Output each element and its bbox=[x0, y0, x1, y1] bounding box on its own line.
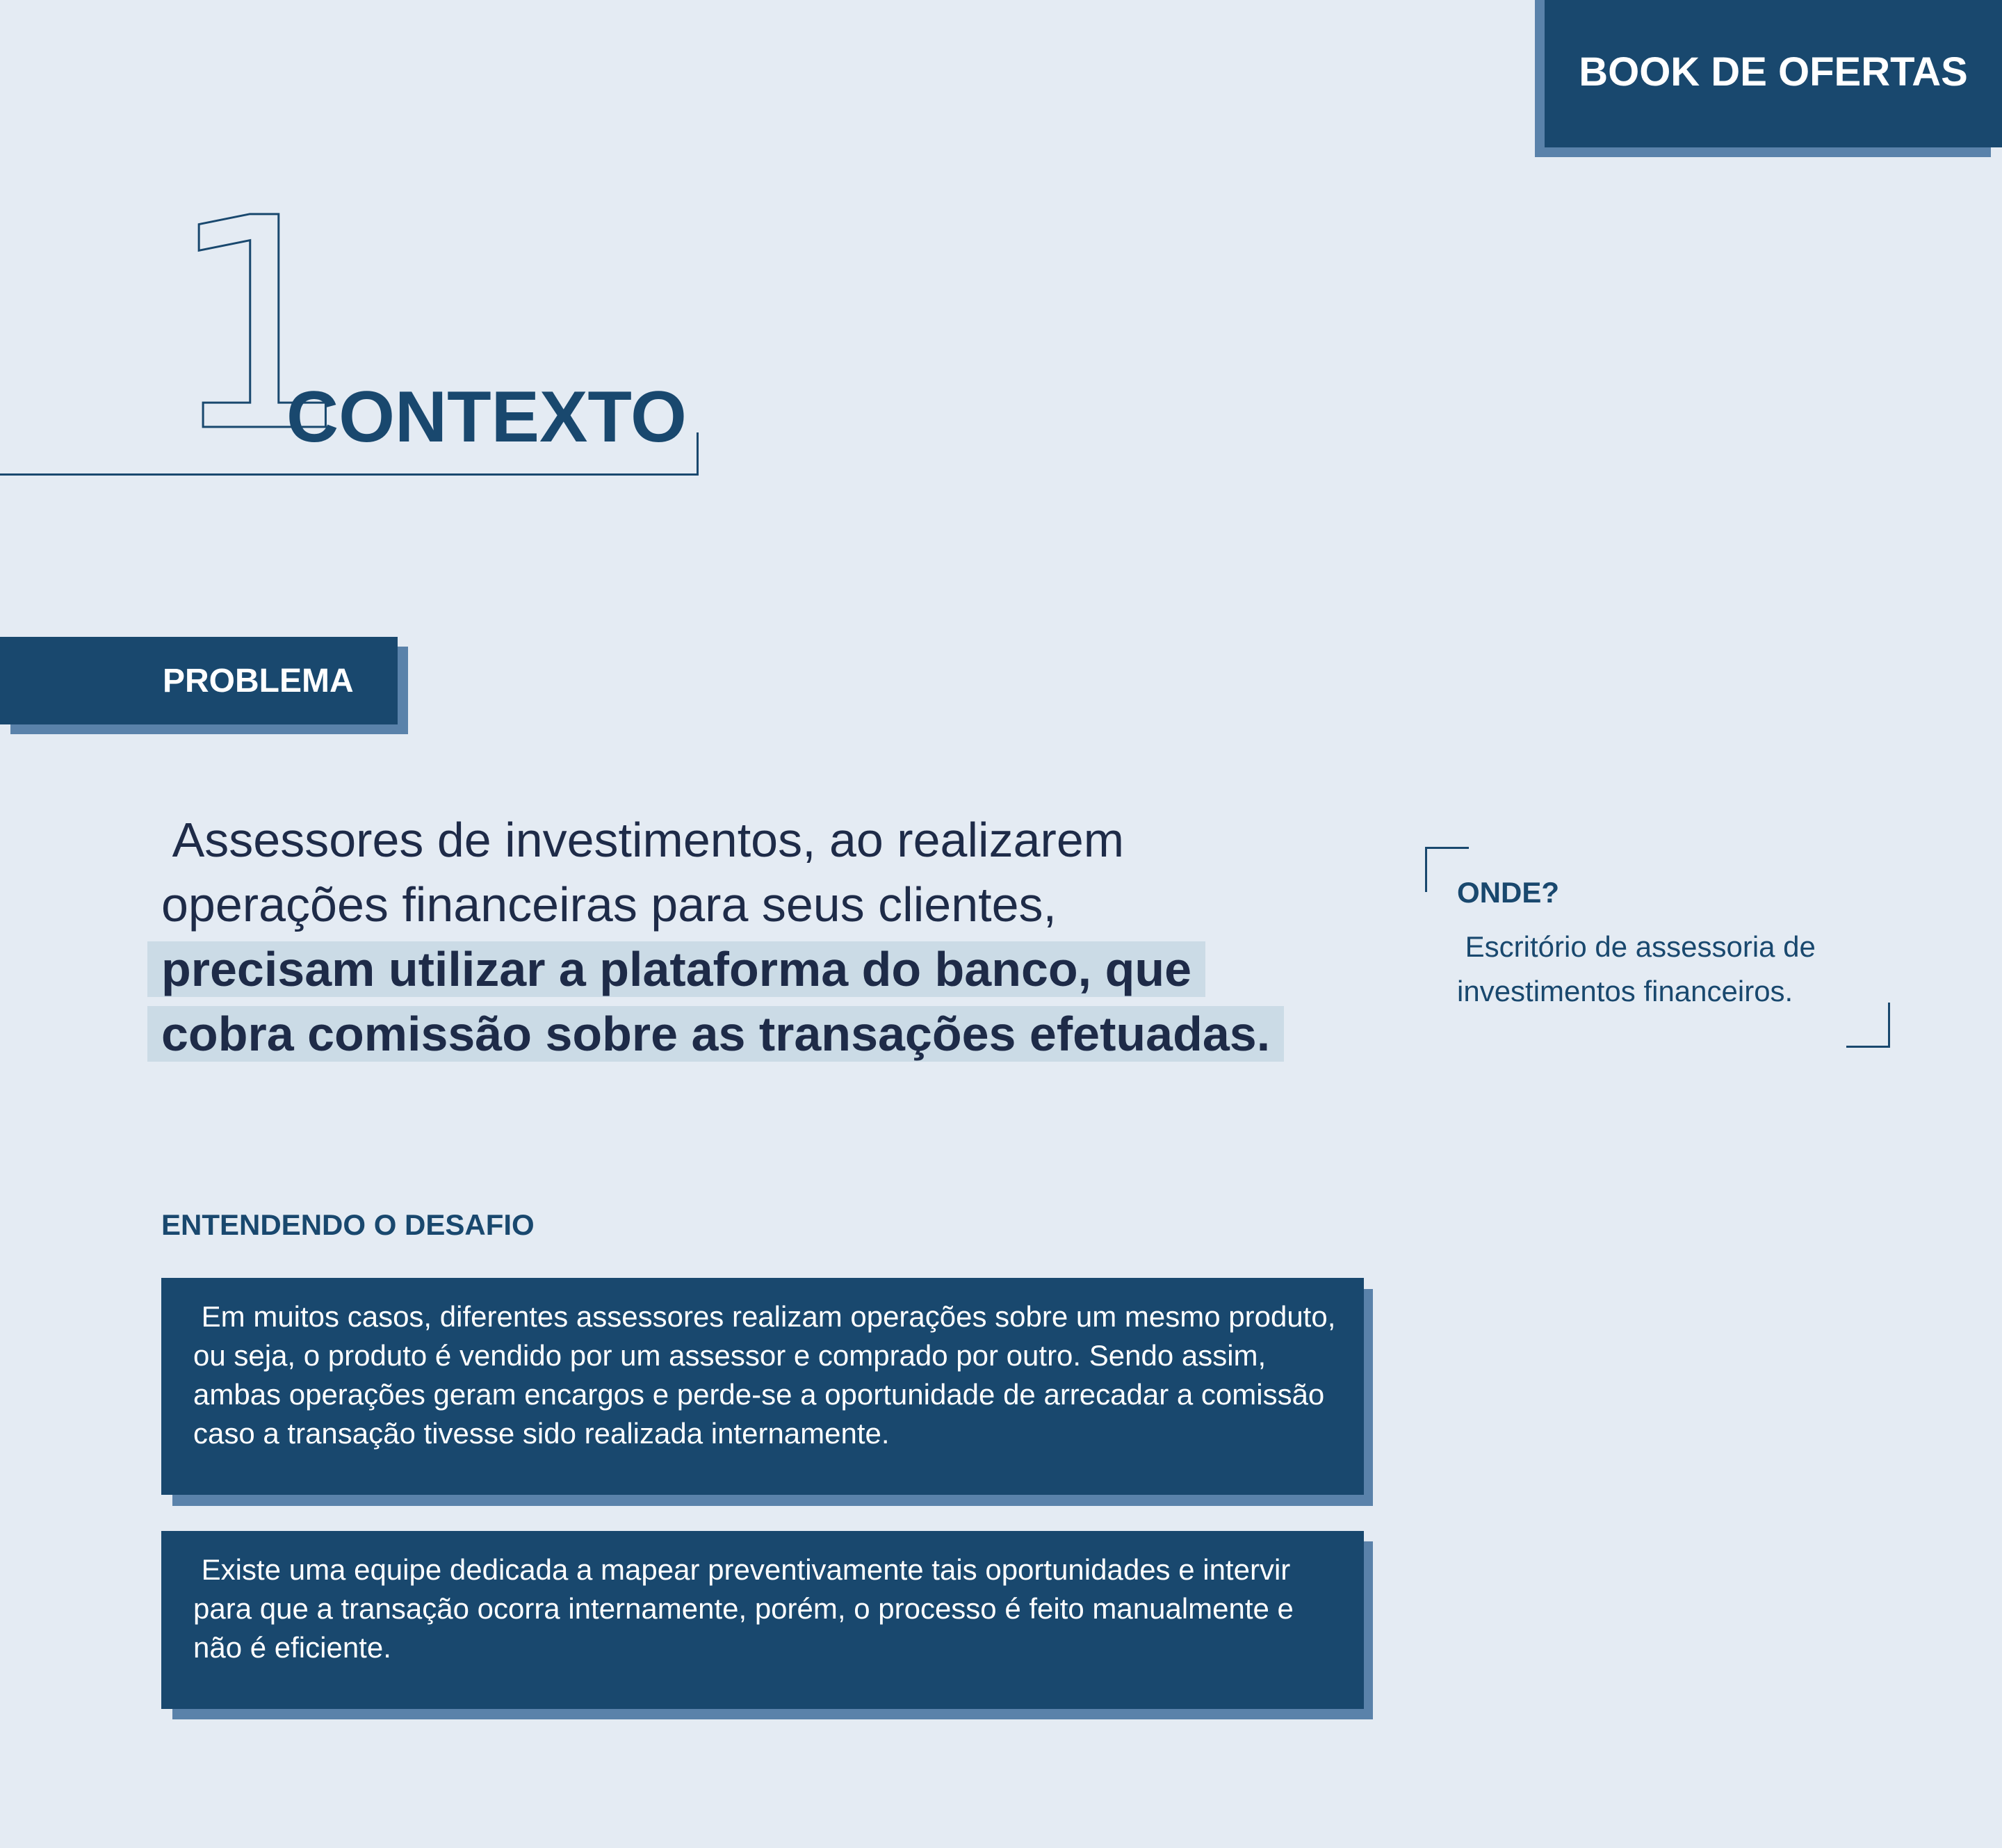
section-title: CONTEXTO bbox=[286, 377, 687, 457]
problema-tag bbox=[0, 637, 398, 724]
problem-line-1: Assessores de investimentos, ao realizarem bbox=[161, 813, 1125, 867]
problema-label: PROBLEMA bbox=[163, 662, 354, 699]
onde-text: Escritório de assessoria de investimentos financeiros. bbox=[1457, 930, 1824, 1007]
problem-highlight-1: precisam utilizar a plataforma do banco, que bbox=[147, 941, 1205, 997]
challenge-heading: ENTENDENDO O DESAFIO bbox=[161, 1208, 535, 1241]
book-de-ofertas-tag bbox=[1545, 0, 2002, 147]
section-number: 1 bbox=[167, 156, 346, 496]
title-underline-tick bbox=[697, 432, 699, 476]
book-de-ofertas-label: BOOK DE OFERTAS bbox=[1579, 49, 1968, 95]
problem-line-2: operações financeiras para seus clientes, bbox=[161, 877, 1057, 932]
onde-title: ONDE? bbox=[1457, 876, 1559, 909]
title-underline bbox=[0, 473, 698, 476]
problem-statement bbox=[161, 808, 1399, 1067]
problem-highlight-2: cobra comissão sobre as transações efetuadas. bbox=[147, 1006, 1284, 1062]
challenge-card-2: Existe uma equipe dedicada a mapear preventivamente tais oportunidades e intervir para que a transação ocorra internamente, porém, o processo é feito manualmente e não é eficiente. bbox=[161, 1531, 1364, 1709]
challenge-card-1: Em muitos casos, diferentes assessores realizam operações sobre um mesmo produto, ou seja, o produto é vendido por um assessor e comprado por outro. Sendo assim, ambas operações geram encargos e perde-se a oportunidade de arrecadar a comissão caso a transação tivesse sido realizada internamente. bbox=[161, 1278, 1364, 1495]
